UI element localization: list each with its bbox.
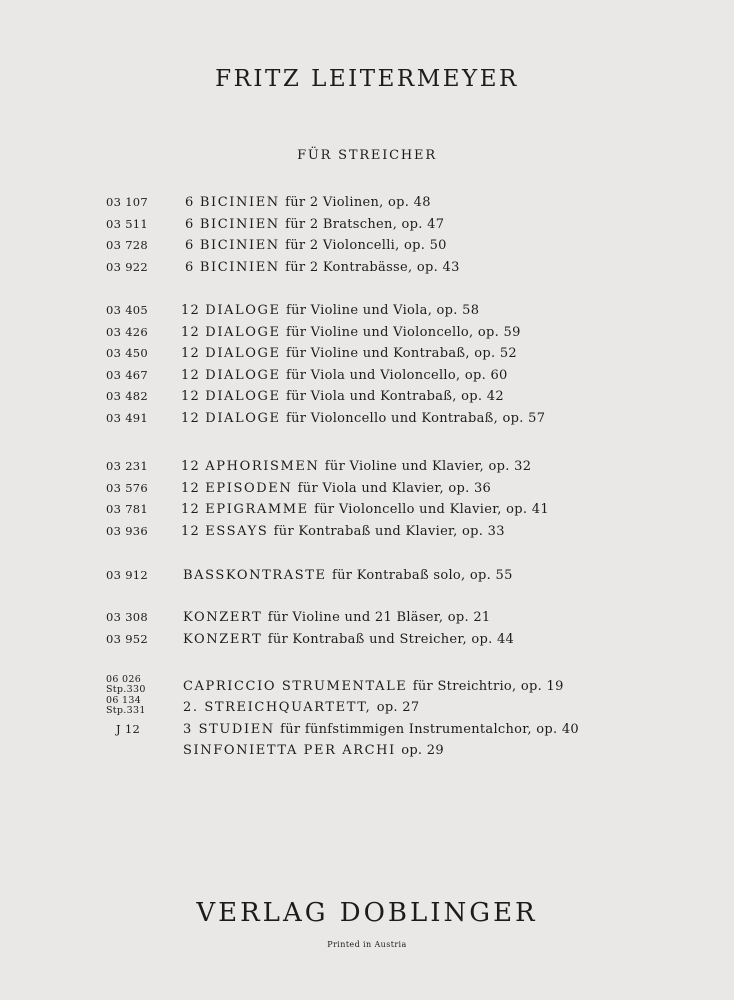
work-count: 12: [181, 367, 200, 383]
catalog-row: [0, 524, 734, 544]
work-count: 12: [181, 410, 200, 426]
work-count: 6: [185, 216, 195, 232]
catalog-row: [0, 502, 734, 522]
section-heading: FÜR STREICHER: [297, 148, 437, 163]
catalog-number: 03 781: [106, 502, 149, 516]
work-entry: [181, 524, 505, 539]
work-description: für Violine und Klavier, op. 32: [324, 459, 532, 474]
work-count: 12: [181, 303, 200, 318]
catalog-row: [0, 632, 734, 652]
work-description: für fünfstimmigen Instrumentalchor, op. 40: [280, 722, 579, 737]
work-description: für Violoncello und Klavier, op. 41: [314, 502, 549, 517]
work-entry: [181, 389, 504, 404]
work-entry: [185, 260, 460, 275]
work-count: 12: [181, 346, 200, 361]
catalog-number: 03 952: [106, 631, 149, 646]
work-description: op. 29: [401, 743, 444, 758]
work-entry: [183, 722, 579, 737]
catalog-row: [0, 368, 734, 388]
work-description: für Violine und Violoncello, op. 59: [285, 324, 521, 340]
catalog-number-top: 06 026: [106, 674, 142, 685]
work-title: 2. STREICHQUARTETT,: [183, 700, 372, 715]
catalog-number: 03 482: [106, 389, 149, 403]
catalog-number: 03 426: [106, 324, 149, 339]
work-title: EPISODEN: [205, 480, 293, 496]
catalog-number: 03 405: [106, 303, 149, 317]
catalog-row: [0, 260, 734, 280]
work-description: für 2 Bratschen, op. 47: [285, 216, 445, 232]
work-count: 12: [181, 480, 200, 496]
work-title: DIALOGE: [205, 410, 281, 426]
catalog-row: [0, 743, 734, 763]
work-description: für Streichtrio, op. 19: [412, 679, 564, 694]
work-title: ESSAYS: [205, 523, 269, 539]
catalog-row: [0, 346, 734, 366]
work-entry: [181, 459, 531, 474]
work-description: für Viola und Kontrabaß, op. 42: [285, 389, 504, 404]
work-title: KONZERT: [183, 631, 263, 647]
catalog-row: [0, 459, 734, 479]
work-title: 3 STUDIEN: [183, 722, 275, 737]
work-title: KONZERT: [183, 610, 263, 625]
work-description: für 2 Violoncelli, op. 50: [285, 238, 447, 253]
work-description: für Viola und Violoncello, op. 60: [285, 367, 508, 383]
catalog-row: [0, 325, 734, 345]
catalog-number-top: 06 134: [106, 695, 142, 706]
catalog-number: 03 912: [106, 568, 149, 582]
work-entry: [183, 610, 491, 625]
work-title: DIALOGE: [205, 367, 281, 383]
catalog-row: [0, 195, 734, 215]
catalog-number: 03 922: [106, 259, 149, 274]
work-description: für Viola und Klavier, op. 36: [297, 480, 492, 496]
catalog-row: [0, 411, 734, 431]
work-count: 6: [185, 195, 195, 210]
catalog-number: 03 511: [106, 216, 149, 231]
catalog-number: 03 491: [106, 410, 149, 425]
catalog-number: 03 308: [106, 610, 149, 624]
catalog-number: 03 576: [106, 480, 149, 495]
work-count: 12: [181, 389, 200, 404]
publisher-name: VERLAG DOBLINGER: [196, 898, 538, 928]
work-description: für Violine und Kontrabaß, op. 52: [285, 346, 517, 361]
work-title: DIALOGE: [205, 346, 281, 361]
work-entry: [181, 502, 549, 517]
work-title: BICINIEN: [199, 238, 280, 253]
catalog-number: [106, 675, 146, 695]
composer-name: FRITZ LEITERMEYER: [215, 66, 519, 92]
work-title: BICINIEN: [199, 216, 280, 232]
work-entry: [181, 346, 517, 361]
catalog-number: 03 231: [106, 459, 149, 473]
work-entry: [181, 368, 508, 383]
catalog-number: 03 936: [106, 523, 149, 538]
work-entry: [183, 632, 514, 647]
work-count: 12: [181, 324, 200, 340]
catalog-row: [0, 568, 734, 588]
work-entry: [183, 743, 444, 758]
catalog-number: 03 728: [106, 238, 149, 252]
catalog-row: [0, 481, 734, 501]
work-title: APHORISMEN: [205, 459, 320, 474]
catalog-number: 03 107: [106, 195, 149, 209]
work-title: DIALOGE: [205, 324, 281, 340]
work-title: EPIGRAMME: [205, 502, 309, 517]
work-description: für Kontrabaß solo, op. 55: [331, 568, 513, 583]
work-description: für Violoncello und Kontrabaß, op. 57: [285, 410, 546, 426]
catalog-row: [0, 303, 734, 323]
catalog-row: [0, 695, 734, 720]
work-description: op. 27: [376, 700, 420, 715]
work-count: 6: [185, 259, 195, 275]
work-count: 12: [181, 523, 200, 539]
catalog-row: [0, 610, 734, 630]
work-description: für 2 Kontrabässe, op. 43: [285, 259, 460, 275]
work-count: 12: [181, 502, 200, 517]
catalog-row: [0, 722, 734, 742]
work-title: BASSKONTRASTE: [183, 568, 327, 583]
work-title: DIALOGE: [205, 389, 281, 404]
work-title: DIALOGE: [205, 303, 281, 318]
work-description: für Violine und Viola, op. 58: [285, 303, 480, 318]
work-count: 6: [185, 238, 195, 253]
work-description: für Violine und 21 Bläser, op. 21: [267, 610, 491, 625]
work-entry: [183, 700, 419, 715]
work-entry: [183, 679, 564, 694]
work-entry: [181, 481, 491, 496]
work-title: BICINIEN: [199, 259, 280, 275]
printed-note: Printed in Austria: [327, 940, 407, 949]
catalog-number: [106, 696, 146, 716]
catalog-row: [0, 238, 734, 258]
work-description: für 2 Violinen, op. 48: [285, 195, 431, 210]
catalog-number: 03 450: [106, 346, 149, 360]
work-entry: [181, 325, 521, 340]
work-entry: [185, 217, 444, 232]
catalog-row: [0, 389, 734, 409]
work-title: SINFONIETTA PER ARCHI: [183, 743, 396, 758]
work-entry: [185, 238, 447, 253]
work-entry: [181, 411, 545, 426]
work-title: BICINIEN: [199, 195, 280, 210]
catalog-row: [0, 217, 734, 237]
work-entry: [185, 195, 431, 210]
catalog-number: J 12: [116, 722, 141, 736]
work-entry: [181, 303, 479, 318]
work-entry: [183, 568, 513, 583]
work-count: 12: [181, 459, 200, 474]
work-description: für Kontrabaß und Klavier, op. 33: [273, 523, 505, 539]
catalog-number: 03 467: [106, 367, 149, 382]
work-description: für Kontrabaß und Streicher, op. 44: [267, 631, 515, 647]
catalog-number-bottom: Stp.331: [106, 705, 146, 716]
catalog-number-bottom: Stp.330: [106, 684, 146, 695]
work-title: CAPRICCIO STRUMENTALE: [183, 679, 408, 694]
